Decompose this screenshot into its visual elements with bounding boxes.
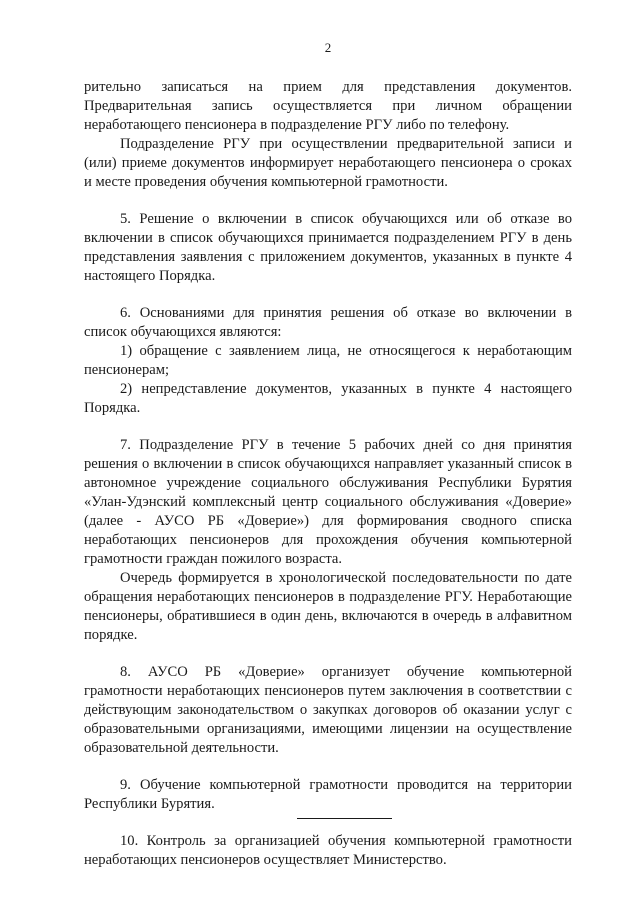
paragraph-item-8: 8. АУСО РБ «Доверие» организует обучение компьютерной грамотности неработающих пенсионеров путем заключения в соответствии с действующим законодательством о закупках договоров об оказании услуг с образовательными организациями, имеющими лицензии на осуществление образовательной деятельности. — [84, 664, 572, 756]
paragraph-gap — [84, 418, 572, 436]
closing-rule — [297, 818, 392, 819]
paragraph-continuation: рительно записаться на прием для представления документов. Предварительная запись осуществляется при личном обращении неработающего пенсионера в подразделение РГУ либо по телефону. — [84, 79, 572, 133]
paragraph-item-10: 10. Контроль за организацией обучения компьютерной грамотности неработающих пенсионеров осуществляет Министерство. — [84, 833, 572, 868]
paragraph-item-7: 7. Подразделение РГУ в течение 5 рабочих дней со дня принятия решения о включении в список обучающихся направляет указанный список в автономное учреждение социального обслуживания Республики Бурятия «Улан-Удэнский комплексный центр социального обслуживания «Доверие» (далее - АУСО РБ «Доверие») для формирования сводного списка неработающих пенсионеров для прохождения обучения компьютерной грамотности граждан пожилого возраста. — [84, 437, 572, 567]
paragraph-gap — [84, 814, 572, 832]
paragraph-item-6-sub-2: 2) непредставление документов, указанных в пункте 4 настоящего Порядка. — [84, 381, 572, 416]
paragraph-gap — [84, 758, 572, 776]
paragraph-gap — [84, 286, 572, 304]
page-number: 2 — [324, 40, 332, 55]
paragraph-item-6-sub-1: 1) обращение с заявлением лица, не относящегося к неработающим пенсионерам; — [84, 343, 572, 378]
paragraph-gap — [84, 192, 572, 210]
document-body — [84, 78, 572, 870]
paragraph-queue: Очередь формируется в хронологической последовательности по дате обращения неработающих пенсионеров в подразделение РГУ. Неработающие пенсионеры, обратившиеся в один день, включаются в очередь в алфавитном порядке. — [84, 570, 572, 643]
paragraph-item-5: 5. Решение о включении в список обучающихся или об отказе во включении в список обучающихся принимается подразделением РГУ в день представления заявления с приложением документов, указанных в пункте 4 настоящего Порядка. — [84, 211, 572, 284]
paragraph-item-9: 9. Обучение компьютерной грамотности проводится на территории Республики Бурятия. — [84, 777, 572, 812]
paragraph-item-6: 6. Основаниями для принятия решения об отказе во включении в список обучающихся являются: — [84, 305, 572, 340]
paragraph-gap — [84, 645, 572, 663]
paragraph-preregistration-info: Подразделение РГУ при осуществлении предварительной записи и (или) приеме документов информирует неработающего пенсионера о сроках и месте проведения обучения компьютерной грамотности. — [84, 136, 572, 190]
